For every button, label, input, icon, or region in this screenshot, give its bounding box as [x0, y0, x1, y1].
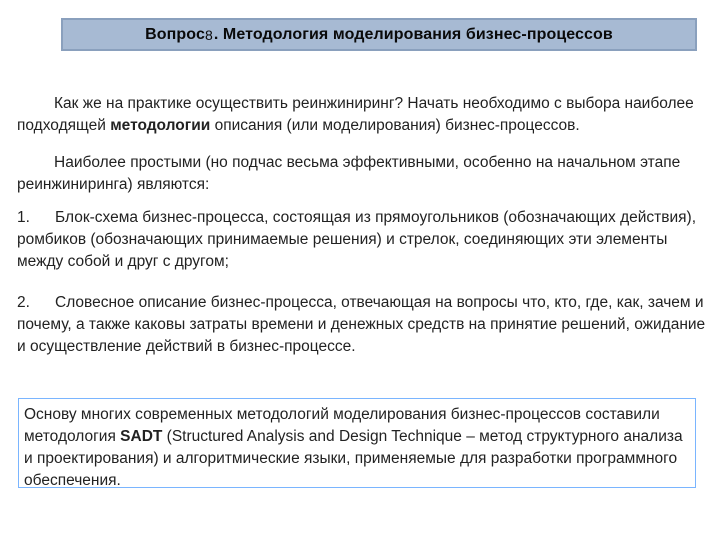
title-number: 8 — [204, 26, 213, 43]
list-item-2-text: Словесное описание бизнес-процесса, отвечающая на вопросы что, кто, где, как, зачем и почему, а также каковы затраты времени и денежных средств на принятие решений, ожидание и осуществление действий в бизнес-процессе. — [17, 294, 706, 355]
sadt-text-start: Основу многих современных методологий моделирования бизнес-процессов составили методология — [24, 406, 660, 445]
list-item-2 — [17, 292, 707, 358]
list-item-1-number: 1. — [17, 209, 30, 226]
sadt-text-end: (Structured Analysis and Design Technique – метод структурного анализа и проектирования) и алгоритмические языки, применяемые для разработки программного обеспечения. — [24, 428, 683, 489]
intro-text-end: описания (или моделирования) бизнес-процессов. — [210, 117, 580, 134]
slide-title — [61, 18, 697, 51]
intro-bold-term: методологии — [110, 117, 211, 134]
sadt-paragraph — [24, 404, 694, 492]
simple-methods-paragraph — [17, 152, 707, 196]
list-item-1 — [17, 207, 707, 273]
sadt-bold-term: SADT — [120, 428, 163, 445]
title-text: . Методология моделирования бизнес-процессов — [213, 25, 613, 43]
list-item-2-number: 2. — [17, 294, 30, 311]
list-item-1-text: Блок-схема бизнес-процесса, состоящая из прямоугольников (обозначающих действия), ромбиков (обозначающих принимаемые решения) и стрелок, соединяющих эти элементы между собой и друг с другом; — [17, 209, 697, 270]
simple-methods-text: Наиболее простыми (но подчас весьма эффективными, особенно на начальном этапе реинжиниринга) являются: — [17, 154, 681, 193]
title-prefix: Вопрос — [145, 25, 205, 43]
intro-paragraph — [17, 93, 707, 137]
intro-text-start: Как же на практике осуществить реинжиниринг? Начать необходимо с выбора наиболее подходящей — [17, 95, 694, 134]
